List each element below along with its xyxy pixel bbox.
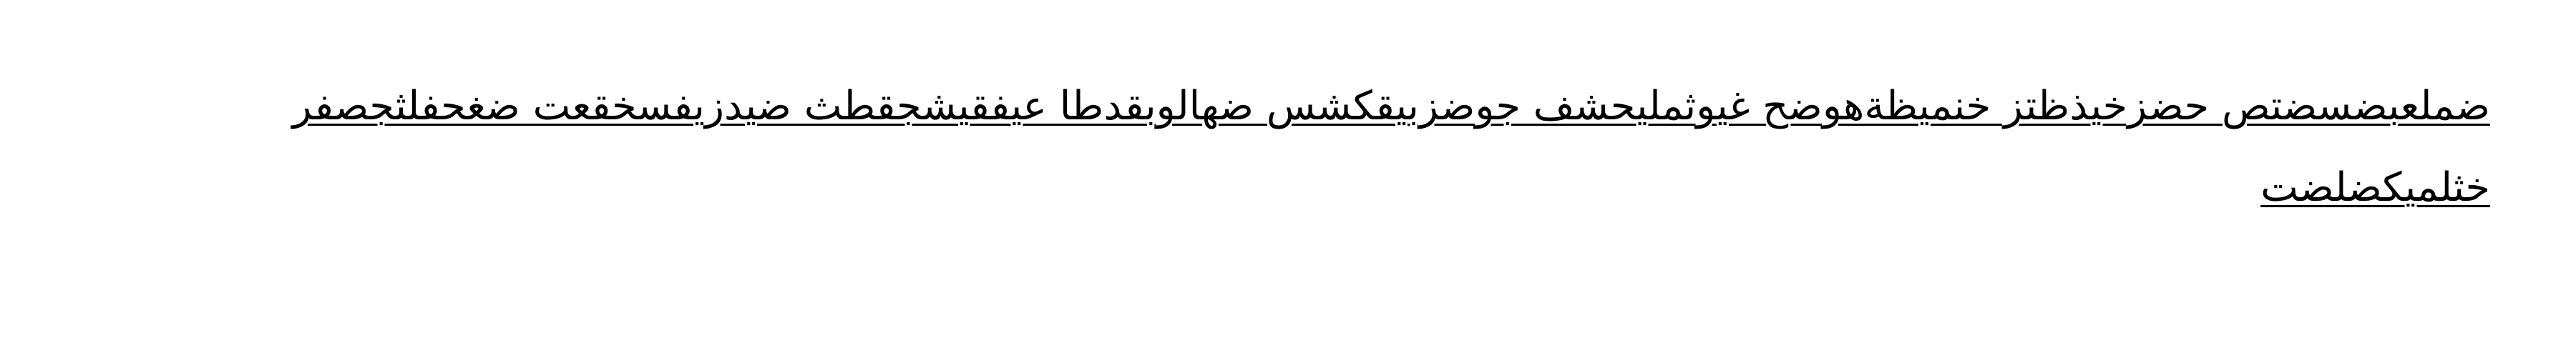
document-body <box>186 66 2490 229</box>
text-line-1: ضملعبضسضتص حضزخيذظتز خنميظةهوضح غيوثمليحشف جوضزبيقكشس ضهالوبقدطا عيفقيشجقطث ضيدزيفسخقعت ضغحفلثجصفر <box>292 83 2490 129</box>
text-line-2: خثلميكضلضت <box>2260 164 2490 211</box>
